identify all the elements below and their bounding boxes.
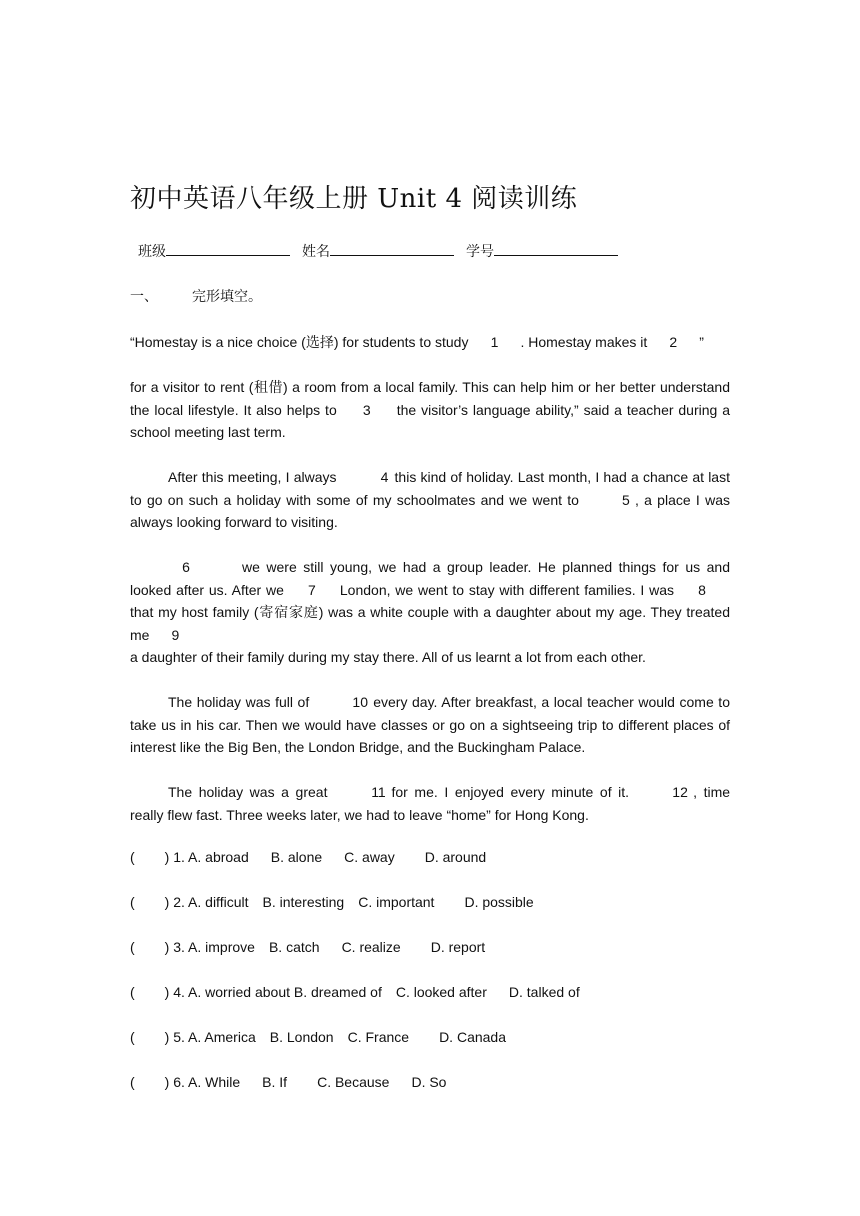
blank-number-12: 12 bbox=[672, 784, 688, 800]
id-blank[interactable] bbox=[494, 242, 618, 256]
passage-text: we were still young, we had a group leader. He planned things for us and looked after us. After we bbox=[130, 559, 730, 598]
question-number: 2. bbox=[173, 894, 185, 910]
passage-text: “Homestay is a nice choice (选择) for students to study bbox=[130, 334, 469, 350]
option-a: A. While bbox=[188, 1074, 241, 1090]
answer-paren-open[interactable]: ( bbox=[130, 849, 135, 865]
passage-paragraph-3 bbox=[130, 466, 730, 534]
answer-paren-open[interactable]: ( bbox=[130, 939, 135, 955]
option-b: B. London bbox=[269, 1029, 334, 1045]
blank-number-7: 7 bbox=[307, 581, 316, 598]
passage-text: After this meeting, I always bbox=[168, 469, 337, 485]
option-c: C. important bbox=[358, 894, 435, 910]
question-row bbox=[130, 894, 534, 910]
option-a: A. abroad bbox=[188, 849, 249, 865]
option-d: D. possible bbox=[464, 894, 534, 910]
passage-paragraph-2 bbox=[130, 376, 730, 444]
option-c: C. looked after bbox=[395, 984, 487, 1000]
blank-number-4: 4 bbox=[380, 469, 389, 485]
question-row bbox=[130, 1029, 506, 1045]
question-number: 1. bbox=[173, 849, 185, 865]
option-c: C. away bbox=[344, 849, 395, 865]
passage-text: The holiday was a great bbox=[168, 784, 328, 800]
page-title: 初中英语八年级上册 Unit 4 阅读训练 bbox=[130, 184, 578, 214]
name-label: 姓名 bbox=[302, 243, 330, 259]
option-b: B. catch bbox=[268, 939, 320, 955]
student-info-line bbox=[138, 241, 630, 261]
answer-paren-open[interactable]: ( bbox=[130, 1029, 135, 1045]
passage-text: for a visitor to rent (租借) a room from a local family. This can help him or her better understand the local lifestyle. It also helps to bbox=[130, 379, 730, 418]
question-number: 3. bbox=[173, 939, 185, 955]
passage-text: The holiday was full of bbox=[168, 694, 310, 710]
blank-number-11: 11 bbox=[371, 784, 386, 800]
question-row bbox=[130, 1074, 446, 1090]
passage-text: , time really flew fast. Three weeks later, we had to leave “home” for Hong Kong. bbox=[130, 784, 731, 823]
option-d: D. Canada bbox=[439, 1029, 506, 1045]
name-blank[interactable] bbox=[330, 242, 454, 256]
blank-number-2: 2 bbox=[669, 334, 678, 350]
passage-text: . Homestay makes it bbox=[520, 334, 648, 350]
passage-paragraph-4 bbox=[130, 556, 730, 646]
option-d: D. talked of bbox=[508, 984, 580, 1000]
question-row bbox=[130, 939, 485, 955]
option-a: A. difficult bbox=[188, 894, 249, 910]
question-row bbox=[130, 849, 486, 865]
option-a: A. America bbox=[188, 1029, 256, 1045]
option-b: B. interesting bbox=[262, 894, 345, 910]
passage-line-1 bbox=[130, 331, 730, 354]
passage-paragraph-5: a daughter of their family during my stay there. All of us learnt a lot from each other. bbox=[130, 649, 646, 665]
passage-text: every day. After breakfast, a local teacher would come to take us in his car. Then we would have classes or go on a sightseeing trip to different places of interest like the Big Ben, the London Bridge, and the Buckingham Palace. bbox=[130, 694, 730, 756]
blank-number-6: 6 bbox=[182, 559, 190, 575]
blank-number-3: 3 bbox=[362, 401, 371, 418]
passage-text: that my host family (寄宿家庭) was a white couple with a daughter about my age. They treated me bbox=[130, 604, 730, 643]
passage-text: the visitor’s language ability,” said a teacher during a school meeting last term. bbox=[130, 401, 730, 441]
option-c: C. realize bbox=[341, 939, 401, 955]
blank-number-5: 5 bbox=[622, 491, 630, 508]
option-b: B. alone bbox=[270, 849, 323, 865]
option-c: C. Because bbox=[317, 1074, 390, 1090]
option-d: D. around bbox=[424, 849, 487, 865]
answer-paren-open[interactable]: ( bbox=[130, 984, 135, 1000]
passage-paragraph-7 bbox=[130, 781, 730, 826]
passage-text: this kind of holiday. Last month, I had a chance at last to go on such a holiday with some of my schoolmates and we went to bbox=[130, 469, 730, 508]
option-c: C. France bbox=[347, 1029, 410, 1045]
id-label: 学号 bbox=[466, 243, 494, 259]
answer-paren-close: ) bbox=[164, 1029, 170, 1045]
answer-paren-close: ) bbox=[164, 939, 170, 955]
answer-paren-close: ) bbox=[164, 849, 170, 865]
option-d: D. So bbox=[411, 1074, 447, 1090]
answer-paren-close: ) bbox=[164, 984, 170, 1000]
passage-text: for me. I enjoyed every minute of it. bbox=[391, 784, 630, 800]
question-number: 4. bbox=[173, 984, 185, 1000]
option-a: A. improve bbox=[188, 939, 255, 955]
option-a: A. worried about bbox=[188, 984, 290, 1000]
section-title: 完形填空。 bbox=[192, 288, 262, 304]
passage-paragraph-6 bbox=[130, 691, 730, 759]
question-row bbox=[130, 984, 580, 1000]
class-blank[interactable] bbox=[166, 242, 290, 256]
blank-number-1: 1 bbox=[490, 334, 499, 350]
blank-number-10: 10 bbox=[352, 694, 368, 710]
answer-paren-close: ) bbox=[164, 1074, 170, 1090]
answer-paren-open[interactable]: ( bbox=[130, 894, 135, 910]
section-number: 一、 bbox=[130, 288, 158, 304]
option-b: B. dreamed of bbox=[293, 984, 382, 1000]
option-b: B. If bbox=[262, 1074, 288, 1090]
blank-number-9: 9 bbox=[171, 626, 180, 643]
option-d: D. report bbox=[430, 939, 486, 955]
blank-number-8: 8 bbox=[698, 581, 706, 598]
section-heading bbox=[130, 286, 262, 306]
answer-paren-close: ) bbox=[164, 894, 170, 910]
question-number: 6. bbox=[173, 1074, 185, 1090]
class-label: 班级 bbox=[138, 243, 166, 259]
passage-text: ” bbox=[699, 334, 704, 350]
question-number: 5. bbox=[173, 1029, 185, 1045]
passage-text: London, we went to stay with different families. I was bbox=[339, 581, 674, 598]
passage-text: , a place I was always looking forward to visiting. bbox=[130, 491, 730, 531]
answer-paren-open[interactable]: ( bbox=[130, 1074, 135, 1090]
